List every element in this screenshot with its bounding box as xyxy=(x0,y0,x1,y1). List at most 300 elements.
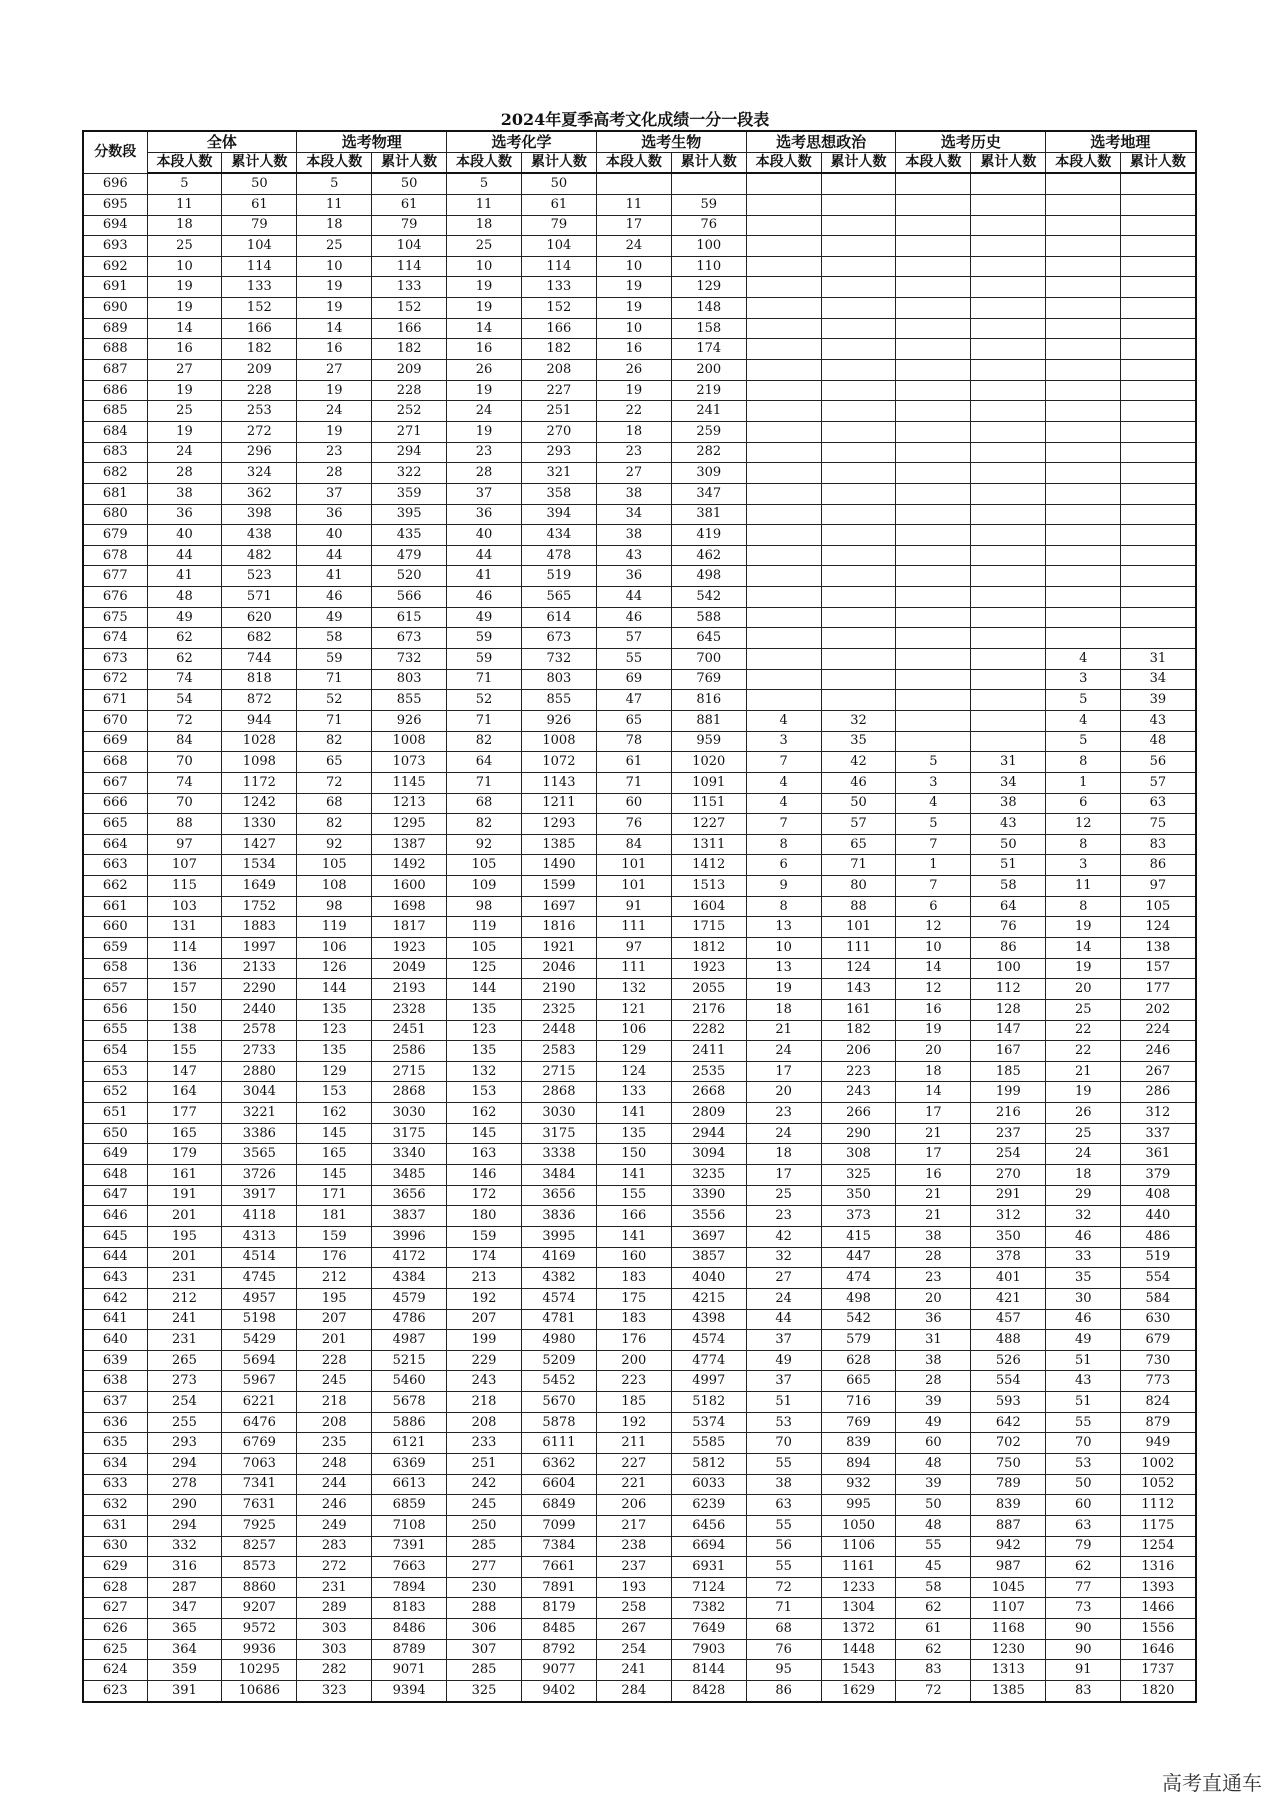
cumulative-count-cell: 152 xyxy=(521,298,596,319)
segment-count-cell: 90 xyxy=(1046,1639,1121,1660)
segment-count-cell: 5 xyxy=(147,173,222,194)
cumulative-count-cell: 246 xyxy=(1121,1041,1196,1062)
segment-count-cell: 44 xyxy=(147,545,222,566)
segment-count-cell: 267 xyxy=(596,1619,671,1640)
table-row xyxy=(83,1515,1196,1536)
cumulative-count-cell: 2193 xyxy=(372,979,447,1000)
segment-count-cell: 8 xyxy=(1046,752,1121,773)
segment-count-cell: 145 xyxy=(297,1165,372,1186)
cumulative-count-cell: 401 xyxy=(971,1268,1046,1289)
segment-count-cell xyxy=(746,607,821,628)
segment-count-cell: 165 xyxy=(147,1123,222,1144)
segment-count-cell: 51 xyxy=(1046,1392,1121,1413)
sub-header-segment-count: 本段人数 xyxy=(147,152,222,173)
segment-count-cell: 109 xyxy=(447,876,522,897)
segment-count-cell: 3 xyxy=(896,772,971,793)
cumulative-count-cell: 2328 xyxy=(372,999,447,1020)
segment-count-cell: 162 xyxy=(297,1103,372,1124)
segment-count-cell: 21 xyxy=(896,1206,971,1227)
cumulative-count-cell: 241 xyxy=(671,401,746,422)
segment-count-cell: 24 xyxy=(147,442,222,463)
segment-count-cell: 51 xyxy=(746,1392,821,1413)
segment-count-cell: 163 xyxy=(447,1144,522,1165)
segment-count-cell: 43 xyxy=(596,545,671,566)
segment-count-cell xyxy=(1046,463,1121,484)
sub-header-segment-count: 本段人数 xyxy=(746,152,821,173)
table-row xyxy=(83,917,1196,938)
segment-count-cell: 71 xyxy=(297,669,372,690)
segment-count-cell: 40 xyxy=(447,525,522,546)
sub-header-row xyxy=(83,152,1196,173)
cumulative-count-cell xyxy=(821,545,896,566)
segment-count-cell: 22 xyxy=(1046,1020,1121,1041)
table-row xyxy=(83,1020,1196,1041)
segment-count-cell: 77 xyxy=(1046,1577,1121,1598)
segment-count-cell: 29 xyxy=(1046,1185,1121,1206)
cumulative-count-cell: 185 xyxy=(971,1061,1046,1082)
cumulative-count-cell: 1698 xyxy=(372,896,447,917)
segment-count-cell: 228 xyxy=(297,1350,372,1371)
segment-count-cell: 78 xyxy=(596,731,671,752)
cumulative-count-cell: 732 xyxy=(372,649,447,670)
segment-count-cell: 180 xyxy=(447,1206,522,1227)
cumulative-count-cell: 5670 xyxy=(521,1392,596,1413)
score-cell: 662 xyxy=(83,876,147,897)
cumulative-count-cell: 4398 xyxy=(671,1309,746,1330)
segment-count-cell: 72 xyxy=(746,1577,821,1598)
segment-count-cell: 254 xyxy=(147,1392,222,1413)
cumulative-count-cell xyxy=(971,277,1046,298)
segment-count-cell: 38 xyxy=(896,1350,971,1371)
segment-count-cell: 26 xyxy=(596,360,671,381)
segment-count-cell: 37 xyxy=(297,483,372,504)
cumulative-count-cell: 1921 xyxy=(521,937,596,958)
cumulative-count-cell: 519 xyxy=(521,566,596,587)
segment-count-cell xyxy=(896,380,971,401)
cumulative-count-cell: 228 xyxy=(372,380,447,401)
cumulative-count-cell xyxy=(971,236,1046,257)
segment-count-cell: 278 xyxy=(147,1474,222,1495)
segment-count-cell: 3 xyxy=(1046,669,1121,690)
cumulative-count-cell: 1008 xyxy=(521,731,596,752)
table-row xyxy=(83,483,1196,504)
cumulative-count-cell: 702 xyxy=(971,1433,1046,1454)
cumulative-count-cell: 949 xyxy=(1121,1433,1196,1454)
cumulative-count-cell xyxy=(821,256,896,277)
segment-count-cell: 14 xyxy=(896,958,971,979)
cumulative-count-cell: 3556 xyxy=(671,1206,746,1227)
score-cell: 685 xyxy=(83,401,147,422)
segment-count-cell xyxy=(896,483,971,504)
cumulative-count-cell: 395 xyxy=(372,504,447,525)
segment-count-cell: 144 xyxy=(447,979,522,1000)
cumulative-count-cell: 50 xyxy=(222,173,297,194)
score-cell: 628 xyxy=(83,1577,147,1598)
segment-count-cell: 44 xyxy=(447,545,522,566)
cumulative-count-cell: 359 xyxy=(372,483,447,504)
segment-count-cell: 44 xyxy=(596,587,671,608)
cumulative-count-cell: 166 xyxy=(222,318,297,339)
cumulative-count-cell: 3697 xyxy=(671,1226,746,1247)
cumulative-count-cell: 750 xyxy=(971,1454,1046,1475)
cumulative-count-cell: 769 xyxy=(671,669,746,690)
segment-count-cell: 27 xyxy=(147,360,222,381)
segment-count-cell: 91 xyxy=(596,896,671,917)
cumulative-count-cell: 252 xyxy=(372,401,447,422)
cumulative-count-cell: 1820 xyxy=(1121,1681,1196,1702)
cumulative-count-cell: 6362 xyxy=(521,1454,596,1475)
segment-count-cell: 51 xyxy=(1046,1350,1121,1371)
segment-count-cell xyxy=(896,587,971,608)
cumulative-count-cell xyxy=(971,607,1046,628)
cumulative-count-cell: 322 xyxy=(372,463,447,484)
segment-count-cell xyxy=(1046,421,1121,442)
cumulative-count-cell xyxy=(971,690,1046,711)
cumulative-count-cell: 1883 xyxy=(222,917,297,938)
segment-count-cell: 63 xyxy=(746,1495,821,1516)
cumulative-count-cell: 133 xyxy=(372,277,447,298)
cumulative-count-cell: 75 xyxy=(1121,814,1196,835)
segment-count-cell xyxy=(896,318,971,339)
cumulative-count-cell: 286 xyxy=(1121,1082,1196,1103)
segment-count-cell: 25 xyxy=(447,236,522,257)
cumulative-count-cell: 1316 xyxy=(1121,1557,1196,1578)
cumulative-count-cell: 7391 xyxy=(372,1536,447,1557)
table-row xyxy=(83,1433,1196,1454)
cumulative-count-cell xyxy=(821,339,896,360)
cumulative-count-cell xyxy=(971,649,1046,670)
cumulative-count-cell xyxy=(1121,380,1196,401)
segment-count-cell: 218 xyxy=(297,1392,372,1413)
segment-count-cell xyxy=(896,277,971,298)
cumulative-count-cell: 526 xyxy=(971,1350,1046,1371)
cumulative-count-cell: 2715 xyxy=(372,1061,447,1082)
cumulative-count-cell: 124 xyxy=(1121,917,1196,938)
table-row xyxy=(83,834,1196,855)
table-row xyxy=(83,1660,1196,1681)
cumulative-count-cell: 1293 xyxy=(521,814,596,835)
cumulative-count-cell: 421 xyxy=(971,1288,1046,1309)
segment-count-cell: 150 xyxy=(147,999,222,1020)
score-cell: 644 xyxy=(83,1247,147,1268)
score-cell: 633 xyxy=(83,1474,147,1495)
segment-count-cell: 121 xyxy=(596,999,671,1020)
cumulative-count-cell: 199 xyxy=(971,1082,1046,1103)
segment-count-cell: 105 xyxy=(297,855,372,876)
segment-count-cell: 19 xyxy=(147,277,222,298)
cumulative-count-cell: 361 xyxy=(1121,1144,1196,1165)
group-header-history: 选考历史 xyxy=(896,131,1046,152)
segment-count-cell: 145 xyxy=(447,1123,522,1144)
segment-count-cell xyxy=(896,710,971,731)
segment-count-cell: 25 xyxy=(1046,1123,1121,1144)
cumulative-count-cell: 6931 xyxy=(671,1557,746,1578)
segment-count-cell: 69 xyxy=(596,669,671,690)
cumulative-count-cell: 7099 xyxy=(521,1515,596,1536)
table-row xyxy=(83,1206,1196,1227)
segment-count-cell: 157 xyxy=(147,979,222,1000)
cumulative-count-cell: 10686 xyxy=(222,1681,297,1702)
cumulative-count-cell: 3726 xyxy=(222,1165,297,1186)
cumulative-count-cell xyxy=(971,339,1046,360)
cumulative-count-cell: 4786 xyxy=(372,1309,447,1330)
cumulative-count-cell: 1715 xyxy=(671,917,746,938)
table-row xyxy=(83,793,1196,814)
score-cell: 670 xyxy=(83,710,147,731)
table-row xyxy=(83,979,1196,1000)
segment-count-cell: 160 xyxy=(596,1247,671,1268)
cumulative-count-cell: 57 xyxy=(1121,772,1196,793)
cumulative-count-cell: 324 xyxy=(222,463,297,484)
segment-count-cell: 9 xyxy=(746,876,821,897)
segment-count-cell: 290 xyxy=(147,1495,222,1516)
cumulative-count-cell: 7661 xyxy=(521,1557,596,1578)
table-row xyxy=(83,1412,1196,1433)
cumulative-count-cell: 408 xyxy=(1121,1185,1196,1206)
score-cell: 693 xyxy=(83,236,147,257)
cumulative-count-cell: 177 xyxy=(1121,979,1196,1000)
cumulative-count-cell xyxy=(1121,360,1196,381)
table-row xyxy=(83,194,1196,215)
segment-count-cell: 52 xyxy=(447,690,522,711)
cumulative-count-cell: 732 xyxy=(521,649,596,670)
cumulative-count-cell: 1387 xyxy=(372,834,447,855)
cumulative-count-cell: 565 xyxy=(521,587,596,608)
segment-count-cell: 82 xyxy=(297,731,372,752)
segment-count-cell: 248 xyxy=(297,1454,372,1475)
cumulative-count-cell xyxy=(821,483,896,504)
segment-count-cell: 176 xyxy=(297,1247,372,1268)
group-header-politics: 选考思想政治 xyxy=(746,131,896,152)
segment-count-cell: 123 xyxy=(297,1020,372,1041)
segment-count-cell: 49 xyxy=(746,1350,821,1371)
cumulative-count-cell xyxy=(971,587,1046,608)
cumulative-count-cell: 1816 xyxy=(521,917,596,938)
cumulative-count-cell: 100 xyxy=(671,236,746,257)
cumulative-count-cell xyxy=(821,194,896,215)
cumulative-count-cell: 700 xyxy=(671,649,746,670)
segment-count-cell xyxy=(896,173,971,194)
cumulative-count-cell: 174 xyxy=(671,339,746,360)
cumulative-count-cell: 3565 xyxy=(222,1144,297,1165)
cumulative-count-cell: 1649 xyxy=(222,876,297,897)
table-row xyxy=(83,545,1196,566)
segment-count-cell: 22 xyxy=(596,401,671,422)
cumulative-count-cell: 1052 xyxy=(1121,1474,1196,1495)
cumulative-count-cell: 7341 xyxy=(222,1474,297,1495)
segment-count-cell: 19 xyxy=(447,421,522,442)
segment-count-cell: 265 xyxy=(147,1350,222,1371)
cumulative-count-cell: 270 xyxy=(971,1165,1046,1186)
table-row xyxy=(83,628,1196,649)
score-cell: 690 xyxy=(83,298,147,319)
cumulative-count-cell xyxy=(1121,339,1196,360)
segment-count-cell: 303 xyxy=(297,1639,372,1660)
segment-count-cell: 20 xyxy=(1046,979,1121,1000)
segment-count-cell: 201 xyxy=(147,1206,222,1227)
segment-count-cell: 119 xyxy=(447,917,522,938)
table-row xyxy=(83,1392,1196,1413)
cumulative-count-cell: 8485 xyxy=(521,1619,596,1640)
segment-count-cell: 241 xyxy=(596,1660,671,1681)
segment-count-cell: 5 xyxy=(297,173,372,194)
cumulative-count-cell: 2046 xyxy=(521,958,596,979)
segment-count-cell: 5 xyxy=(1046,690,1121,711)
cumulative-count-cell: 1211 xyxy=(521,793,596,814)
segment-count-cell: 59 xyxy=(447,628,522,649)
cumulative-count-cell xyxy=(821,380,896,401)
segment-count-cell: 243 xyxy=(447,1371,522,1392)
segment-count-cell xyxy=(1046,298,1121,319)
segment-count-cell: 24 xyxy=(297,401,372,422)
cumulative-count-cell: 1490 xyxy=(521,855,596,876)
cumulative-count-cell: 6613 xyxy=(372,1474,447,1495)
segment-count-cell: 38 xyxy=(596,525,671,546)
cumulative-count-cell: 9572 xyxy=(222,1619,297,1640)
cumulative-count-cell xyxy=(821,277,896,298)
table-row xyxy=(83,463,1196,484)
segment-count-cell: 293 xyxy=(147,1433,222,1454)
segment-count-cell: 138 xyxy=(147,1020,222,1041)
cumulative-count-cell: 8183 xyxy=(372,1598,447,1619)
cumulative-count-cell xyxy=(1121,318,1196,339)
cumulative-count-cell: 63 xyxy=(1121,793,1196,814)
segment-count-cell: 176 xyxy=(596,1330,671,1351)
segment-count-cell: 46 xyxy=(1046,1226,1121,1247)
cumulative-count-cell: 32 xyxy=(821,710,896,731)
cumulative-count-cell: 3995 xyxy=(521,1226,596,1247)
segment-count-cell: 207 xyxy=(297,1309,372,1330)
segment-count-cell: 12 xyxy=(1046,814,1121,835)
cumulative-count-cell: 157 xyxy=(1121,958,1196,979)
cumulative-count-cell: 148 xyxy=(671,298,746,319)
cumulative-count-cell: 2055 xyxy=(671,979,746,1000)
segment-count-cell: 98 xyxy=(297,896,372,917)
cumulative-count-cell: 4172 xyxy=(372,1247,447,1268)
cumulative-count-cell: 447 xyxy=(821,1247,896,1268)
segment-count-cell: 17 xyxy=(596,215,671,236)
cumulative-count-cell: 373 xyxy=(821,1206,896,1227)
segment-count-cell: 135 xyxy=(596,1123,671,1144)
segment-count-cell: 26 xyxy=(1046,1103,1121,1124)
segment-count-cell: 68 xyxy=(447,793,522,814)
cumulative-count-cell: 1161 xyxy=(821,1557,896,1578)
segment-count-cell: 41 xyxy=(447,566,522,587)
table-row xyxy=(83,421,1196,442)
cumulative-count-cell xyxy=(821,690,896,711)
segment-count-cell: 17 xyxy=(746,1061,821,1082)
cumulative-count-cell: 1412 xyxy=(671,855,746,876)
segment-count-cell: 124 xyxy=(596,1061,671,1082)
cumulative-count-cell: 1008 xyxy=(372,731,447,752)
segment-count-cell: 195 xyxy=(147,1226,222,1247)
group-header-all: 全体 xyxy=(147,131,297,152)
segment-count-cell: 17 xyxy=(896,1103,971,1124)
cumulative-count-cell: 101 xyxy=(821,917,896,938)
segment-count-cell xyxy=(896,442,971,463)
cumulative-count-cell: 216 xyxy=(971,1103,1046,1124)
segment-count-cell: 54 xyxy=(147,690,222,711)
cumulative-count-cell: 8257 xyxy=(222,1536,297,1557)
segment-count-cell: 23 xyxy=(746,1206,821,1227)
cumulative-count-cell: 38 xyxy=(971,793,1046,814)
table-row xyxy=(83,814,1196,835)
cumulative-count-cell: 1311 xyxy=(671,834,746,855)
score-cell: 674 xyxy=(83,628,147,649)
segment-count-cell: 71 xyxy=(297,710,372,731)
cumulative-count-cell: 926 xyxy=(372,710,447,731)
score-column-header: 分数段 xyxy=(83,131,147,173)
cumulative-count-cell: 3857 xyxy=(671,1247,746,1268)
segment-count-cell: 150 xyxy=(596,1144,671,1165)
score-cell: 653 xyxy=(83,1061,147,1082)
cumulative-count-cell: 59 xyxy=(671,194,746,215)
cumulative-count-cell: 498 xyxy=(821,1288,896,1309)
score-cell: 642 xyxy=(83,1288,147,1309)
segment-count-cell: 42 xyxy=(746,1226,821,1247)
cumulative-count-cell xyxy=(1121,401,1196,422)
segment-count-cell: 55 xyxy=(896,1536,971,1557)
cumulative-count-cell: 1295 xyxy=(372,814,447,835)
segment-count-cell: 32 xyxy=(746,1247,821,1268)
cumulative-count-cell: 682 xyxy=(222,628,297,649)
segment-count-cell: 41 xyxy=(147,566,222,587)
cumulative-count-cell: 584 xyxy=(1121,1288,1196,1309)
cumulative-count-cell: 6121 xyxy=(372,1433,447,1454)
segment-count-cell: 16 xyxy=(447,339,522,360)
segment-count-cell xyxy=(746,277,821,298)
cumulative-count-cell: 1534 xyxy=(222,855,297,876)
score-cell: 689 xyxy=(83,318,147,339)
segment-count-cell: 70 xyxy=(746,1433,821,1454)
cumulative-count-cell: 347 xyxy=(671,483,746,504)
segment-count-cell: 177 xyxy=(147,1103,222,1124)
cumulative-count-cell: 50 xyxy=(821,793,896,814)
segment-count-cell xyxy=(1046,442,1121,463)
cumulative-count-cell: 438 xyxy=(222,525,297,546)
cumulative-count-cell: 959 xyxy=(671,731,746,752)
cumulative-count-cell: 325 xyxy=(821,1165,896,1186)
table-row xyxy=(83,442,1196,463)
cumulative-count-cell: 571 xyxy=(222,587,297,608)
segment-count-cell: 231 xyxy=(147,1268,222,1289)
sub-header-cumulative-count: 累计人数 xyxy=(671,152,746,173)
segment-count-cell: 4 xyxy=(746,710,821,731)
cumulative-count-cell: 312 xyxy=(1121,1103,1196,1124)
cumulative-count-cell: 1242 xyxy=(222,793,297,814)
cumulative-count-cell: 114 xyxy=(222,256,297,277)
segment-count-cell: 71 xyxy=(447,669,522,690)
cumulative-count-cell: 3656 xyxy=(521,1185,596,1206)
segment-count-cell: 11 xyxy=(596,194,671,215)
cumulative-count-cell: 182 xyxy=(821,1020,896,1041)
group-header-physics: 选考物理 xyxy=(297,131,447,152)
segment-count-cell: 8 xyxy=(1046,896,1121,917)
segment-count-cell: 19 xyxy=(297,380,372,401)
segment-count-cell: 18 xyxy=(596,421,671,442)
segment-count-cell: 74 xyxy=(147,772,222,793)
segment-count-cell: 129 xyxy=(297,1061,372,1082)
segment-count-cell: 7 xyxy=(896,876,971,897)
segment-count-cell xyxy=(1046,215,1121,236)
cumulative-count-cell: 9394 xyxy=(372,1681,447,1702)
segment-count-cell: 83 xyxy=(896,1660,971,1681)
segment-count-cell: 13 xyxy=(746,917,821,938)
cumulative-count-cell: 2133 xyxy=(222,958,297,979)
cumulative-count-cell: 209 xyxy=(222,360,297,381)
cumulative-count-cell: 7891 xyxy=(521,1577,596,1598)
segment-count-cell: 36 xyxy=(147,504,222,525)
